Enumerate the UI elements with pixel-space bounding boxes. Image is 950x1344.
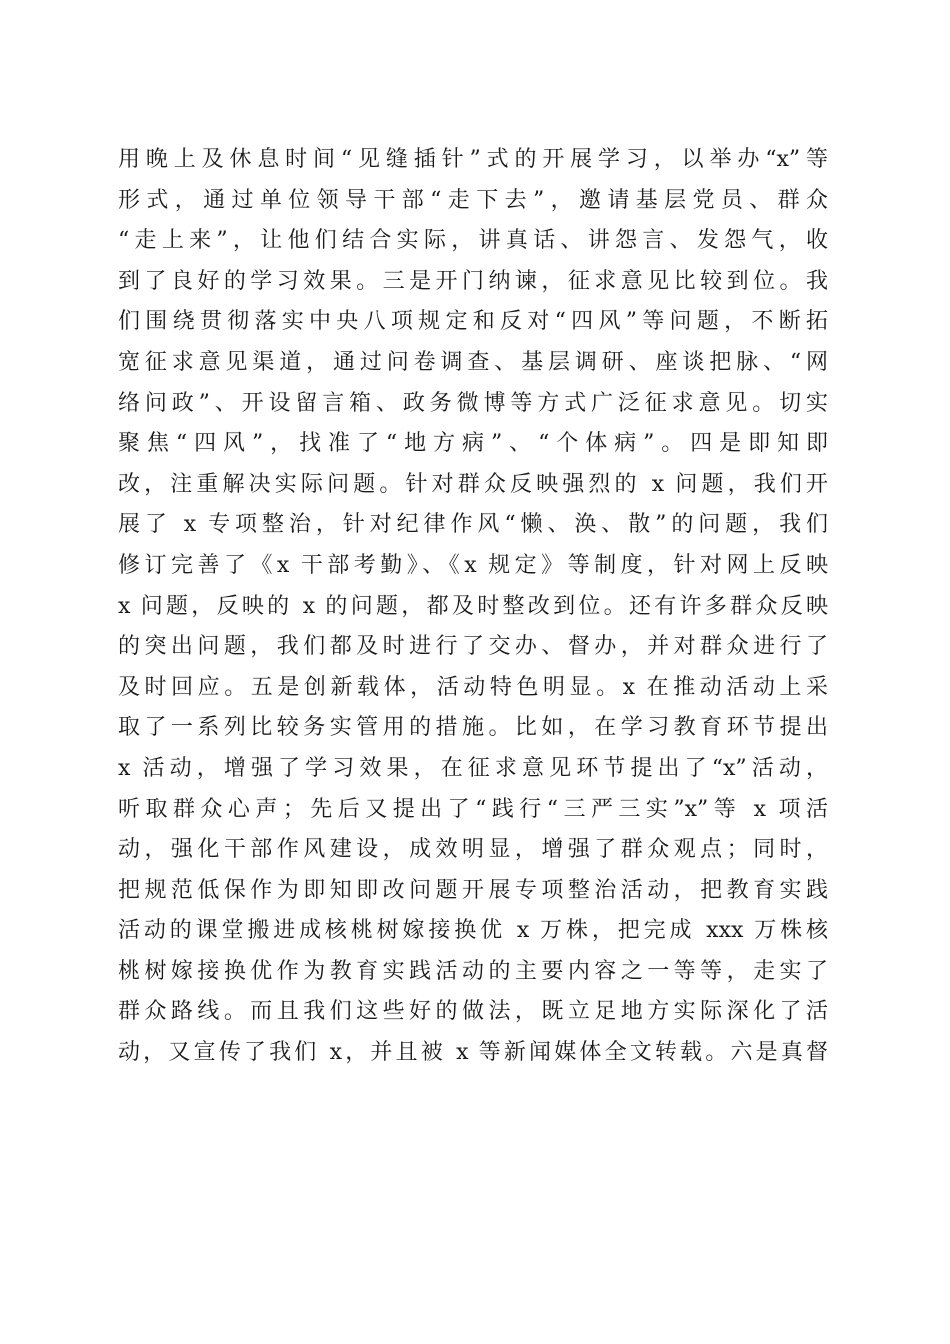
text-line: 动，强化干部作风建设，成效明显，增强了群众观点；同时， bbox=[118, 837, 828, 863]
text-line: 用晚上及休息时间“见缝插针”式的开展学习，以举办“x”等 bbox=[118, 147, 828, 172]
text-line: 群众路线。而且我们这些好的做法，既立足地方实际深化了活 bbox=[118, 999, 828, 1025]
text-line: 到了良好的学习效果。三是开门纳谏，征求意见比较到位。我 bbox=[118, 268, 828, 294]
text-line: x 问题，反映的 x 的问题，都及时整改到位。还有许多群众反映 bbox=[118, 593, 828, 619]
text-line: 的突出问题，我们都及时进行了交办、督办，并对群众进行了 bbox=[118, 634, 828, 660]
text-line: 把规范低保作为即知即改问题开展专项整治活动，把教育实践 bbox=[118, 877, 828, 903]
text-line: “走上来”，让他们结合实际，讲真话、讲怨言、发怨气，收 bbox=[118, 228, 828, 254]
text-line: 改，注重解决实际问题。针对群众反映强烈的 x 问题，我们开 bbox=[118, 471, 828, 497]
text-line: 展了 x 专项整治，针对纪律作风“懒、涣、散”的问题，我们 bbox=[118, 512, 828, 538]
text-line: 听取群众心声；先后又提出了“践行“三严三实”x”等 x 项活 bbox=[118, 796, 828, 822]
text-line: x 活动，增强了学习效果，在征求意见环节提出了“x”活动， bbox=[118, 755, 828, 781]
text-line: 聚焦“四风”，找准了“地方病”、“个体病”。四是即知即 bbox=[118, 431, 828, 457]
text-line: 们围绕贯彻落实中央八项规定和反对“四风”等问题，不断拓 bbox=[118, 309, 828, 335]
text-line: 活动的课堂搬进成核桃树嫁接换优 x 万株，把完成 xxx 万株核 bbox=[118, 918, 828, 944]
text-line: 修订完善了《x 干部考勤》、《x 规定》等制度，针对网上反映 bbox=[118, 552, 828, 578]
text-line: 形式，通过单位领导干部“走下去”，邀请基层党员、群众 bbox=[118, 187, 828, 213]
text-line: 及时回应。五是创新载体，活动特色明显。x 在推动活动上采 bbox=[118, 674, 828, 700]
text-line: 动，又宣传了我们 x，并且被 x 等新闻媒体全文转载。六是真督 bbox=[118, 1040, 828, 1066]
text-line: 取了一系列比较务实管用的措施。比如，在学习教育环节提出 bbox=[118, 715, 828, 741]
body-text bbox=[118, 140, 828, 1074]
text-line: 络问政”、开设留言箱、政务微博等方式广泛征求意见。切实 bbox=[118, 390, 828, 416]
text-line: 桃树嫁接换优作为教育实践活动的主要内容之一等等，走实了 bbox=[118, 958, 828, 984]
text-line: 宽征求意见渠道，通过问卷调查、基层调研、座谈把脉、“网 bbox=[118, 349, 828, 375]
